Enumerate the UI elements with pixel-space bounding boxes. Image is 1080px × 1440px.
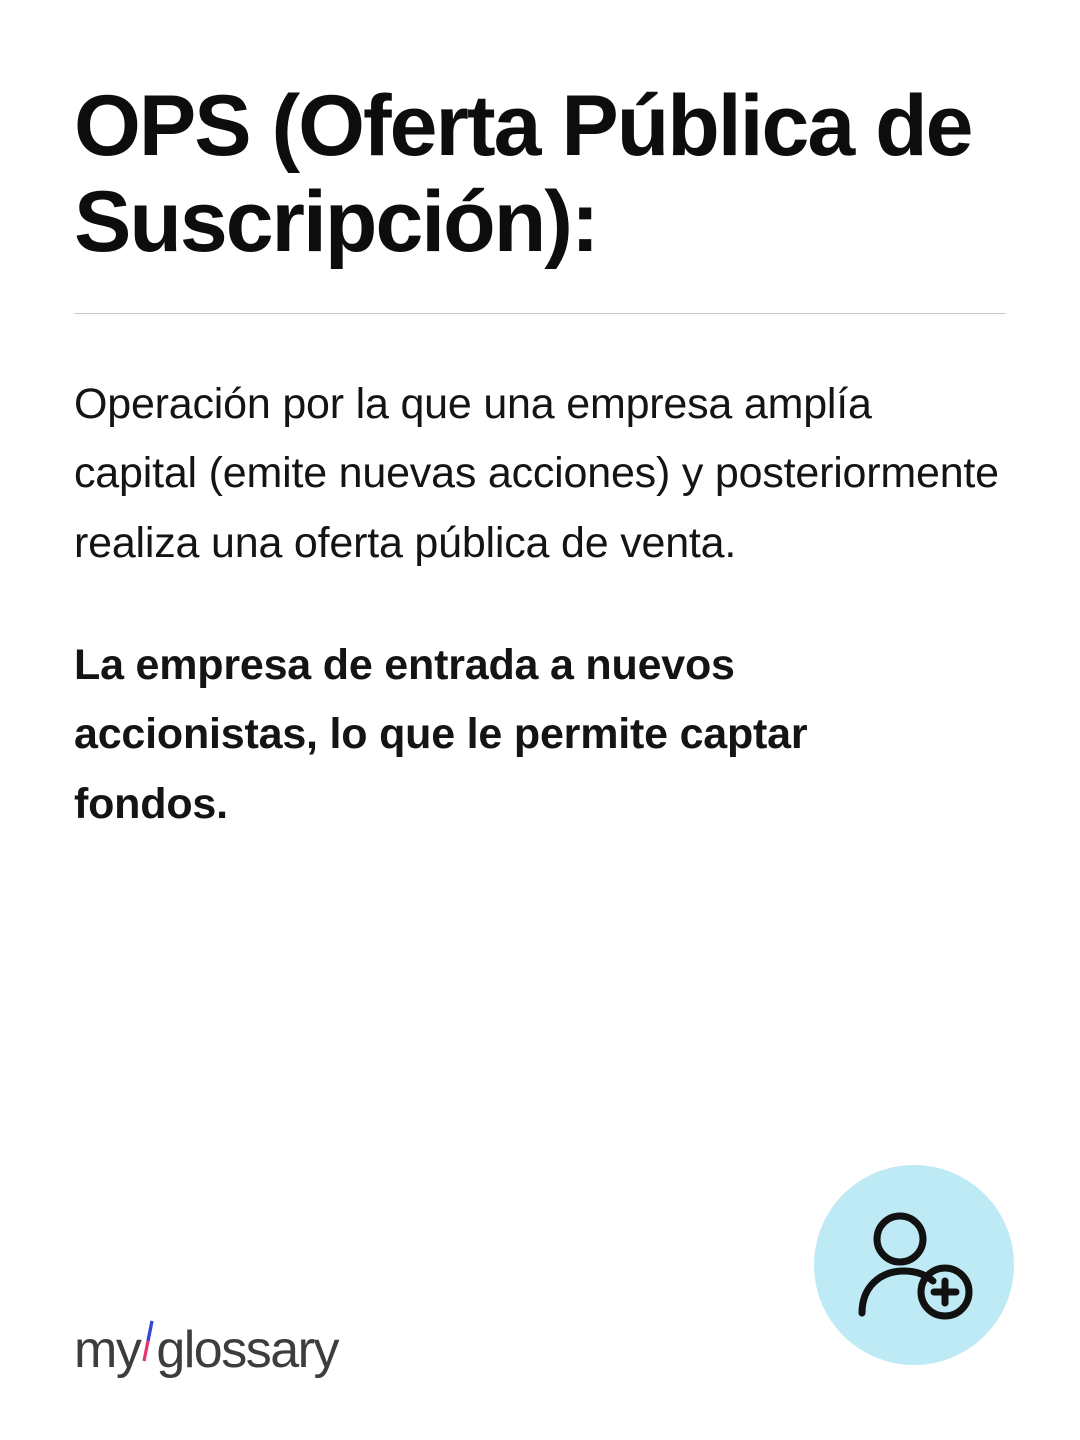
title-divider — [74, 313, 1006, 314]
user-add-icon — [850, 1205, 978, 1325]
definition-paragraph: Operación por la que una empresa amplía capital (emite nuevas acciones) y posteriormente realiza una oferta pública de venta. — [74, 379, 999, 567]
definition-body — [74, 370, 1006, 840]
definition-highlight: La empresa de entrada a nuevos accionistas, lo que le permite captar fondos. — [74, 640, 808, 828]
logo-text-glossary: glossary — [156, 1321, 338, 1379]
page-title: OPS (Oferta Pública de Suscripción): — [74, 78, 972, 271]
logo-slash-icon — [140, 1315, 156, 1367]
logo-text-my: my — [74, 1321, 141, 1379]
user-add-badge — [814, 1165, 1014, 1365]
myglossary-logo — [74, 1315, 338, 1380]
brand-footer — [74, 1315, 338, 1380]
